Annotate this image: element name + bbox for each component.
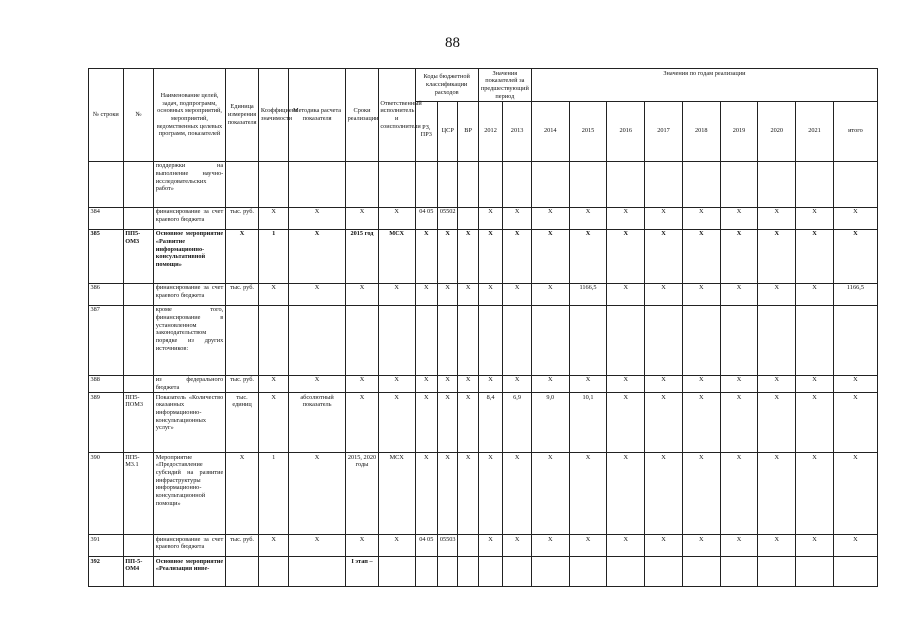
vr-cell [458,557,478,587]
header-row-top [89,69,878,102]
unit-cell: тыс. единиц [225,393,259,453]
weight-cell [259,161,289,207]
value-2016-cell: X [607,453,645,535]
unit-cell: X [225,453,259,535]
value-2013-cell: X [503,535,532,557]
value-2021-cell: X [796,207,834,229]
value-2020-cell: X [758,375,796,392]
name-cell: из федерального бюджета [155,376,224,391]
executor-cell: МСХ [378,453,415,535]
value-2021-cell: X [796,229,834,283]
value-2017-cell: X [645,283,683,305]
header-csr: ЦСР [438,101,458,161]
value-2016-cell: X [607,535,645,557]
code-cell: ПП-5-ОМ4 [123,557,154,587]
terms-cell: X [346,283,379,305]
rz-cell: X [415,375,437,392]
terms-cell: 2015, 2020 годы [346,453,379,535]
value-2013-cell: 6,9 [503,393,532,453]
value-2021-cell [796,161,834,207]
value-2017-cell: X [645,453,683,535]
value-2021-cell: X [796,453,834,535]
value-2015-cell: X [569,535,607,557]
value-2014-cell: X [531,375,569,392]
code-cell [123,283,154,305]
table-row [89,305,878,375]
value-2019-cell [720,305,758,375]
header-year-2012: 2012 [478,101,502,161]
vr-cell [458,207,478,229]
rz-cell: 04 05 [415,207,437,229]
code-cell: ПП5-ОМ3 [123,229,154,283]
value-2016-cell: X [607,375,645,392]
executor-cell: X [378,375,415,392]
value-2019-cell [720,557,758,587]
value-2019-cell: X [720,283,758,305]
row-number-cell: 387 [89,305,124,375]
value-2019-cell [720,161,758,207]
value-2020-cell [758,161,796,207]
terms-cell: X [346,375,379,392]
total-cell [833,161,877,207]
csr-cell: X [438,453,458,535]
table-row [89,453,878,535]
vr-cell [458,161,478,207]
code-cell [123,161,154,207]
unit-cell [225,305,259,375]
unit-cell [225,557,259,587]
rz-cell [415,161,437,207]
name-cell: поддержки на выполнение научно-исследовательских работ» [154,161,225,207]
row-number-cell: 388 [89,375,124,392]
page-number: 88 [445,35,460,51]
unit-cell: X [225,229,259,283]
executor-cell: X [378,535,415,557]
method-cell: X [289,207,346,229]
table-row [89,535,878,557]
row-number-cell [89,161,124,207]
value-2016-cell: X [607,207,645,229]
name-cell: Основное мероприятие «Развитие информационно-консультативной помощи» [154,229,225,283]
value-2018-cell: X [682,393,720,453]
header-year-2020: 2020 [758,101,796,161]
value-2017-cell: X [645,229,683,283]
vr-cell [458,535,478,557]
method-cell [289,161,346,207]
header-budget-codes: Коды бюджетной классификации расходов [415,69,478,102]
rz-cell [415,305,437,375]
name-cell: Показатель «Количество оказанных информационно-консультационных услуг» [154,393,225,453]
header-method: Методика расчета показателя [289,69,346,162]
weight-cell: X [259,283,289,305]
vr-cell [458,305,478,375]
method-cell: X [289,283,346,305]
value-2012-cell: X [478,283,502,305]
executor-cell: X [378,393,415,453]
value-2013-cell: X [503,283,532,305]
value-2014-cell: X [531,283,569,305]
header-code: № [123,69,154,162]
value-2018-cell: X [682,375,720,392]
executor-cell [378,161,415,207]
total-cell: X [833,375,877,392]
row-number-cell: 389 [89,393,124,453]
value-2015-cell [569,161,607,207]
header-total: итого [833,101,877,161]
value-2018-cell: X [682,535,720,557]
value-2017-cell [645,557,683,587]
row-number-cell: 386 [89,283,124,305]
value-2018-cell: X [682,229,720,283]
terms-cell [346,161,379,207]
total-cell: X [833,229,877,283]
value-2020-cell: X [758,535,796,557]
header-year-2019: 2019 [720,101,758,161]
unit-cell: тыс. руб. [225,207,259,229]
value-2015-cell [569,305,607,375]
value-2020-cell [758,305,796,375]
method-cell: X [289,229,346,283]
value-2017-cell: X [645,535,683,557]
header-year-2017: 2017 [645,101,683,161]
table-row [89,375,878,392]
table-row [89,283,878,305]
value-2015-cell [569,557,607,587]
value-2014-cell [531,557,569,587]
value-2019-cell: X [720,229,758,283]
code-cell: ПП5-ПОМ3 [123,393,154,453]
value-2017-cell: X [645,393,683,453]
row-number-cell: 390 [89,453,124,535]
unit-cell [225,161,259,207]
value-2012-cell: X [478,453,502,535]
rz-cell: X [415,283,437,305]
unit-cell: тыс. руб. [225,375,259,392]
value-2017-cell: X [645,375,683,392]
value-2016-cell: X [607,229,645,283]
value-2021-cell [796,557,834,587]
value-2015-cell: X [569,375,607,392]
value-2020-cell: X [758,229,796,283]
value-2018-cell: X [682,207,720,229]
header-year-2021: 2021 [796,101,834,161]
table-row [89,393,878,453]
value-2015-cell: 10,1 [569,393,607,453]
value-2021-cell: X [796,375,834,392]
value-2016-cell: X [607,283,645,305]
header-prev-values: Значения показателей за предшествующий период [478,69,531,102]
rz-cell: X [415,453,437,535]
value-2018-cell [682,161,720,207]
method-cell: абсолютный показатель [289,393,346,453]
code-cell [123,305,154,375]
header-unit: Единица измерения показателя [225,69,259,162]
header-year-values: Значения по годам реализации [531,69,877,102]
terms-cell: X [346,535,379,557]
value-2013-cell [503,305,532,375]
total-cell [833,305,877,375]
row-number-cell: 391 [89,535,124,557]
value-2012-cell: X [478,535,502,557]
header-year-2013: 2013 [503,101,532,161]
value-2014-cell: 9,0 [531,393,569,453]
unit-cell: тыс. руб. [225,535,259,557]
vr-cell: X [458,393,478,453]
value-2020-cell: X [758,207,796,229]
table-body [89,161,878,586]
value-2015-cell: 1166,5 [569,283,607,305]
value-2013-cell [503,161,532,207]
table-row [89,229,878,283]
value-2019-cell: X [720,375,758,392]
row-number-cell: 385 [89,229,124,283]
code-cell [123,375,154,392]
value-2016-cell: X [607,393,645,453]
csr-cell [438,305,458,375]
name-cell: Мероприятие «Предоставление субсидий на развитие инфраструктуры информационно-консультационной помощи» [154,453,225,535]
method-cell: X [289,535,346,557]
rz-cell [415,557,437,587]
value-2017-cell [645,305,683,375]
value-2014-cell [531,305,569,375]
header-executor: Ответственный исполнитель и соисполнители [378,69,415,162]
weight-cell [259,557,289,587]
method-cell: X [289,375,346,392]
value-2013-cell: X [503,375,532,392]
header-vr: ВР [458,101,478,161]
value-2012-cell [478,305,502,375]
value-2014-cell [531,161,569,207]
value-2018-cell: X [682,283,720,305]
executor-cell: X [378,283,415,305]
value-2012-cell: X [478,207,502,229]
value-2021-cell: X [796,393,834,453]
weight-cell: X [259,535,289,557]
method-cell [289,305,346,375]
value-2019-cell: X [720,207,758,229]
name-cell: финансирование за счет краевого бюджета [154,535,225,557]
value-2014-cell: X [531,453,569,535]
code-cell: ПП5-М3.1 [123,453,154,535]
rz-cell: X [415,393,437,453]
value-2018-cell [682,557,720,587]
value-2012-cell: 8,4 [478,393,502,453]
value-2014-cell: X [531,207,569,229]
terms-cell: I этап – [346,557,379,587]
total-cell [833,557,877,587]
value-2014-cell: X [531,535,569,557]
value-2016-cell [607,161,645,207]
weight-cell [259,305,289,375]
csr-cell: X [438,375,458,392]
weight-cell: X [259,393,289,453]
value-2018-cell [682,305,720,375]
executor-cell [378,557,415,587]
header-weight: Коэффициент значимости [259,69,289,162]
header-year-2014: 2014 [531,101,569,161]
value-2021-cell [796,305,834,375]
weight-cell: 1 [259,229,289,283]
value-2021-cell: X [796,283,834,305]
name-cell: Основное мероприятие «Реализация инве- [154,557,225,587]
csr-cell: X [438,283,458,305]
csr-cell: 05502 [438,207,458,229]
name-cell: финансирование за счет краевого бюджета [154,283,225,305]
csr-cell: X [438,229,458,283]
value-2015-cell: X [569,453,607,535]
header-terms: Сроки реализации [346,69,379,162]
row-number-cell: 392 [89,557,124,587]
executor-cell: МСХ [378,229,415,283]
code-cell [123,535,154,557]
value-2021-cell: X [796,535,834,557]
value-2018-cell: X [682,453,720,535]
total-cell: X [833,453,877,535]
terms-cell [346,305,379,375]
total-cell: X [833,393,877,453]
executor-cell: X [378,207,415,229]
value-2015-cell: X [569,207,607,229]
indicator-table [88,68,878,587]
value-2019-cell: X [720,393,758,453]
value-2013-cell: X [503,229,532,283]
vr-cell: X [458,375,478,392]
header-rz: РЗ, ПР3 [415,101,437,161]
value-2020-cell: X [758,283,796,305]
value-2013-cell: X [503,453,532,535]
weight-cell: 1 [259,453,289,535]
value-2019-cell: X [720,535,758,557]
csr-cell [438,557,458,587]
method-cell [289,557,346,587]
value-2015-cell: X [569,229,607,283]
value-2016-cell [607,305,645,375]
value-2012-cell: X [478,375,502,392]
terms-cell: X [346,207,379,229]
value-2019-cell: X [720,453,758,535]
value-2016-cell [607,557,645,587]
total-cell: 1166,5 [833,283,877,305]
unit-cell: тыс. руб. [225,283,259,305]
value-2017-cell [645,161,683,207]
csr-cell: X [438,393,458,453]
csr-cell: 05503 [438,535,458,557]
header-year-2018: 2018 [682,101,720,161]
row-number-cell: 384 [89,207,124,229]
table-row [89,161,878,207]
header-row-no: № строки [89,69,124,162]
total-cell: X [833,535,877,557]
value-2013-cell [503,557,532,587]
name-cell: финансирование за счет краевого бюджета [154,207,225,229]
header-year-2015: 2015 [569,101,607,161]
terms-cell: 2015 год [346,229,379,283]
value-2012-cell: X [478,229,502,283]
value-2012-cell [478,557,502,587]
table-row [89,557,878,587]
table-row [89,207,878,229]
code-cell [123,207,154,229]
vr-cell: X [458,453,478,535]
value-2020-cell [758,557,796,587]
name-cell: кроме того, финансирование в установленном законодательством порядке из других источников: [154,305,225,375]
rz-cell: X [415,229,437,283]
value-2013-cell: X [503,207,532,229]
rz-cell: 04 05 [415,535,437,557]
csr-cell [438,161,458,207]
weight-cell: X [259,207,289,229]
total-cell: X [833,207,877,229]
header-year-2016: 2016 [607,101,645,161]
value-2014-cell: X [531,229,569,283]
value-2020-cell: X [758,393,796,453]
weight-cell: X [259,375,289,392]
terms-cell: X [346,393,379,453]
method-cell: X [289,453,346,535]
executor-cell [378,305,415,375]
value-2012-cell [478,161,502,207]
header-name: Наименование целей, задач, подпрограмм, основных мероприятий, мероприятий, ведомственных целевых программ, показателей [154,69,225,162]
vr-cell: X [458,283,478,305]
value-2017-cell: X [645,207,683,229]
vr-cell: X [458,229,478,283]
value-2020-cell: X [758,453,796,535]
